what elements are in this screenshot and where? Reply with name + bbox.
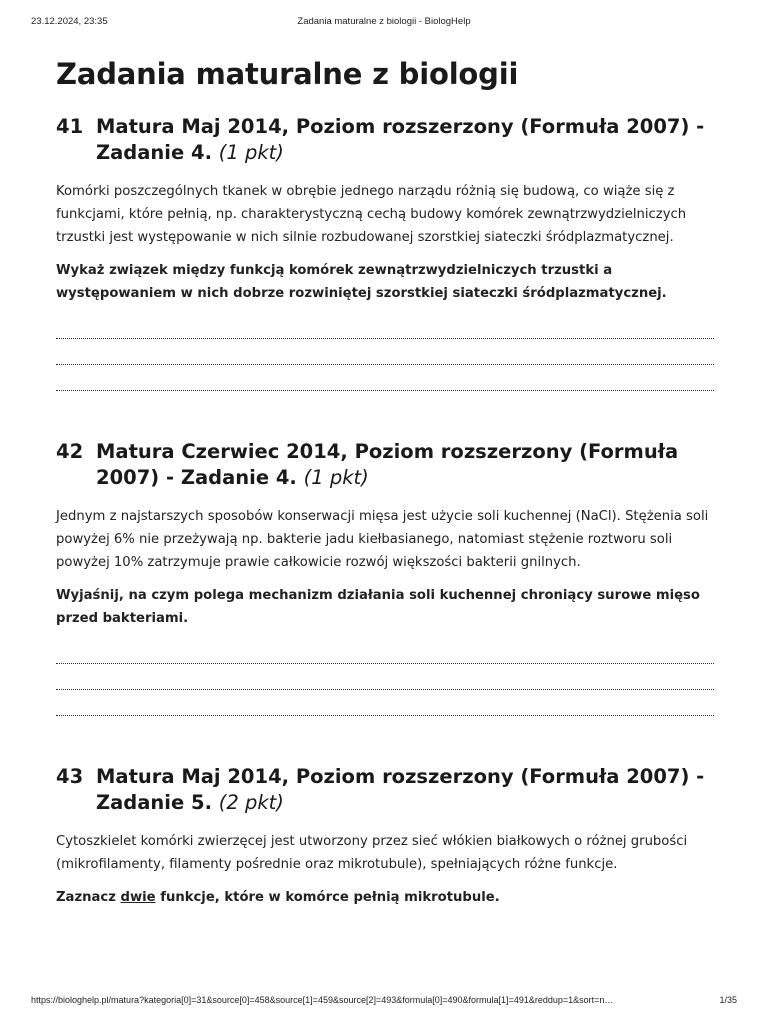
- task-number: 41: [56, 115, 84, 138]
- task-number: 42: [56, 440, 84, 463]
- task-command: Wykaż związek między funkcją komórek zewnątrzwydzielniczych trzustki a występowaniem w nich dobrze rozwiniętej szorstkiej siateczki śródplazmatycznej.: [56, 263, 667, 301]
- task-intro-text: Jednym z najstarszych sposobów konserwacji mięsa jest użycie soli kuchennej (NaCl). Stężenia soli powyżej 6% nie przeżywają np. bakterie jadu kiełbasianego, natomiast stężenie roztworu soli powyżej 10% zatrzymuje prawie całkowicie rozwój większości bakterii gnilnych.: [56, 509, 709, 570]
- task-heading[interactable]: [56, 439, 714, 491]
- task-title[interactable]: [96, 439, 714, 491]
- answer-line[interactable]: [56, 339, 714, 365]
- task-41: [56, 114, 714, 391]
- task-heading[interactable]: [56, 764, 714, 816]
- task-points: (1 pkt): [218, 141, 284, 164]
- main-content: [56, 52, 714, 909]
- command-before: Zaznacz: [56, 890, 121, 905]
- page-number: 1/35: [719, 995, 737, 1005]
- task-title-text: Matura Maj 2014, Poziom rozszerzony (Formuła 2007) - Zadanie 4.: [96, 115, 705, 164]
- command-emphasis: dwie: [120, 890, 156, 905]
- print-url[interactable]: https://biologhelp.pl/matura?kategoria[0]=31&source[0]=458&source[1]=459&source[2]=493&formula[0]=490&formula[1]=491&reddup=1&sort=n…: [31, 995, 614, 1005]
- answer-line[interactable]: [56, 317, 714, 339]
- task-heading[interactable]: [56, 114, 714, 166]
- task-title[interactable]: [96, 114, 714, 166]
- task-body: [56, 830, 714, 909]
- task-title[interactable]: [96, 764, 714, 816]
- task-body: [56, 505, 714, 716]
- answer-lines[interactable]: [56, 317, 714, 391]
- task-command: Wyjaśnij, na czym polega mechanizm działania soli kuchennej chroniący surowe mięso przed bakteriami.: [56, 588, 700, 626]
- print-footer: [31, 995, 737, 1009]
- print-header: [31, 16, 737, 30]
- task-body: [56, 180, 714, 391]
- task-title-text: Matura Maj 2014, Poziom rozszerzony (Formuła 2007) - Zadanie 5.: [96, 765, 705, 814]
- task-42: [56, 439, 714, 716]
- page-title: Zadania maturalne z biologii: [56, 57, 519, 91]
- task-intro-text: Komórki poszczególnych tkanek w obrębie jednego narządu różnią się budową, co wiąże się z funkcjami, które pełnią, np. charakterystyczną cechą budowy komórek zewnątrzwydzielniczych trzustki jest występowanie w nich silnie rozbudowanej szorstkiej siateczki śródplazmatycznej.: [56, 184, 687, 245]
- answer-line[interactable]: [56, 365, 714, 391]
- task-points: (2 pkt): [218, 791, 284, 814]
- answer-line[interactable]: [56, 642, 714, 664]
- task-command: [56, 886, 714, 909]
- print-datetime: 23.12.2024, 23:35: [31, 16, 108, 27]
- task-number: 43: [56, 765, 84, 788]
- task-43: [56, 764, 714, 909]
- print-page-title: Zadania maturalne z biologii - BiologHelp: [297, 16, 471, 27]
- command-after: funkcje, które w komórce pełnią mikrotubule.: [155, 890, 500, 905]
- task-title-text: Matura Czerwiec 2014, Poziom rozszerzony (Formuła 2007) - Zadanie 4.: [96, 440, 679, 489]
- task-points: (1 pkt): [303, 466, 369, 489]
- answer-line[interactable]: [56, 664, 714, 690]
- answer-line[interactable]: [56, 690, 714, 716]
- task-intro-text: Cytoszkielet komórki zwierzęcej jest utworzony przez sieć włókien białkowych o różnej grubości (mikrofilamenty, filamenty pośrednie oraz mikrotubule), spełniających różne funkcje.: [56, 834, 688, 872]
- answer-lines[interactable]: [56, 642, 714, 716]
